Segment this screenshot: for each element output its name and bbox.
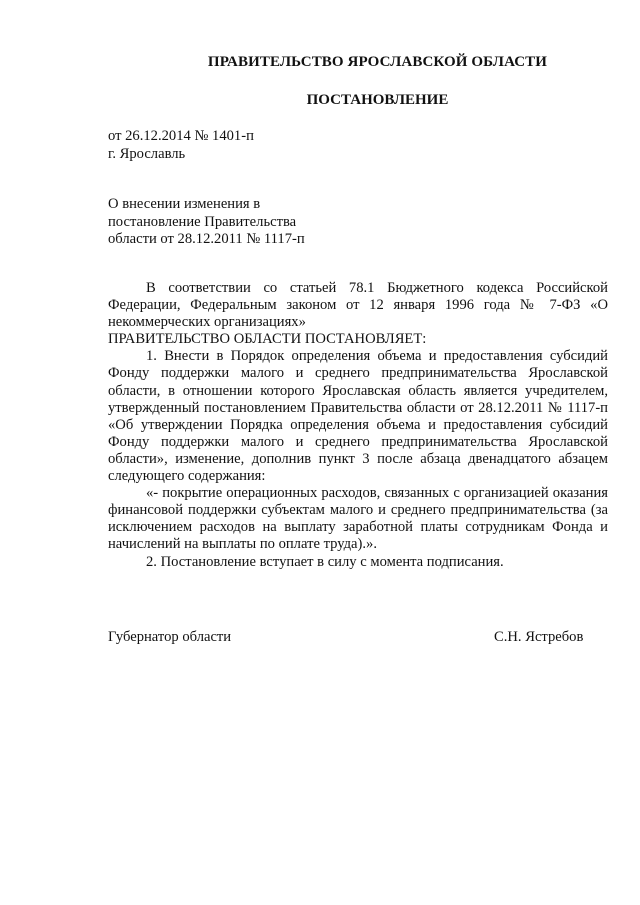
signatory-name: С.Н. Ястребов <box>494 629 584 645</box>
resolves-heading: ПРАВИТЕЛЬСТВО ОБЛАСТИ ПОСТАНОВЛЯЕТ: <box>108 331 427 348</box>
document-subject <box>108 196 368 249</box>
signatory-position: Губернатор области <box>108 629 232 645</box>
date-number: от 26.12.2014 № 1401-п <box>108 128 254 144</box>
item-2-paragraph: 2. Постановление вступает в силу с момента подписания. <box>146 553 504 570</box>
item-1-paragraph: 1. Внести в Порядок определения объема и предоставления субсидий Фонду поддержки малого и среднего предпринимательства Ярославской области, в отношении которого Ярославская область является учредителем, утвержденный постановлением Правительства области от 28.12.2011 № 1117-п «Об утверждении Порядка определения объема и предоставления субсидий Фонду поддержки малого и среднего предпринимательства Ярославской области», изменение, дополнив пункт 3 после абзаца двенадцатого абзацем следующего содержания: <box>108 348 608 485</box>
subject-line: О внесении изменения в <box>108 196 261 212</box>
subject-line: области от 28.12.2011 № 1117-п <box>108 231 305 247</box>
document-body <box>108 280 608 571</box>
quote-paragraph: «- покрытие операционных расходов, связанных с организацией оказания финансовой поддержки субъектам малого и среднего предпринимательства (за исключением расходов на выплату заработной платы сотрудникам Фонда и начислений на выплаты по оплате труда).». <box>108 485 608 553</box>
document-type: ПОСТАНОВЛЕНИЕ <box>306 92 449 108</box>
subject-line: постановление Правительства <box>108 213 297 230</box>
preamble-paragraph: В соответствии со статьей 78.1 Бюджетного кодекса Российской Федерации, Федеральным законом от 12 января 1996 года № 7-ФЗ «О некоммерческих организациях» <box>108 280 608 331</box>
city: г. Ярославль <box>108 146 186 162</box>
government-title: ПРАВИТЕЛЬСТВО ЯРОСЛАВСКОЙ ОБЛАСТИ <box>207 54 548 70</box>
